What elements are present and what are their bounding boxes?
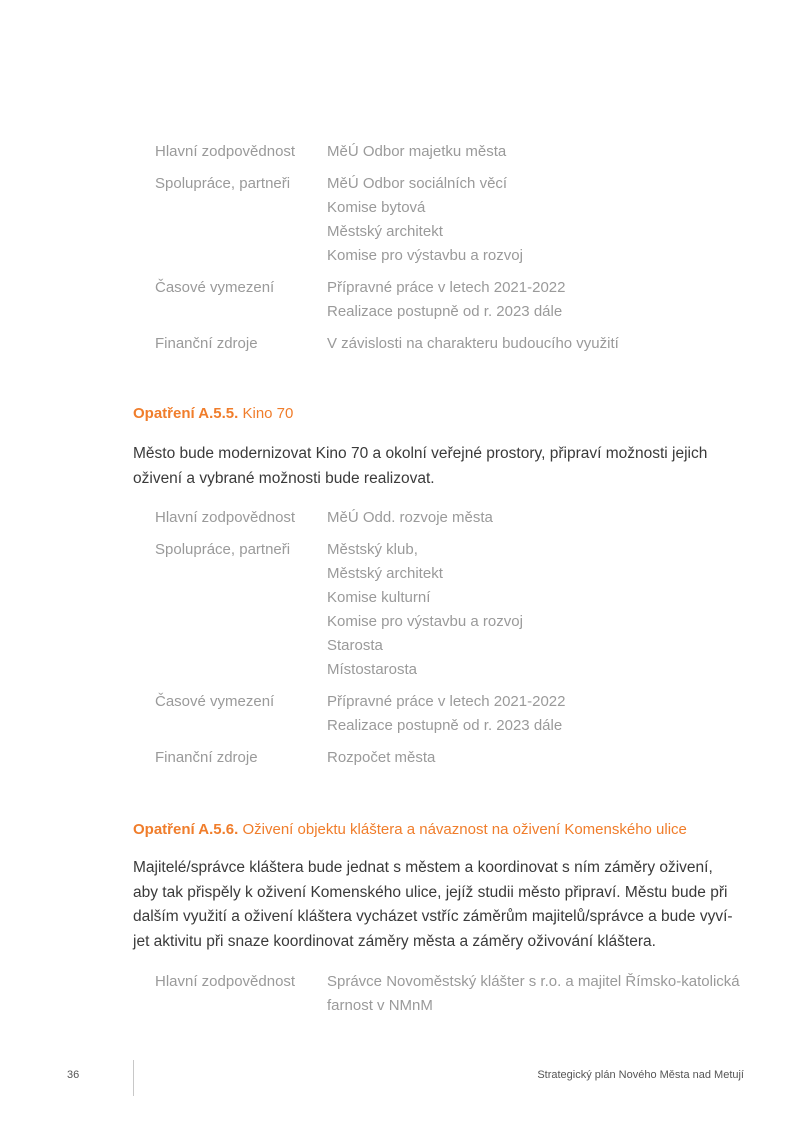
responsibility-table bbox=[155, 140, 755, 364]
row-label: Spolupráce, partneři bbox=[155, 175, 291, 192]
row-values bbox=[327, 332, 755, 356]
row-values bbox=[327, 506, 755, 530]
paragraph-line: aby tak přispěly k oživení Komenského ulice, jejíž studii město připraví. Městu bude při bbox=[133, 883, 728, 901]
row-label: Časové vymezení bbox=[155, 279, 275, 296]
row-label: Spolupráce, partneři bbox=[155, 541, 291, 558]
row-value: Komise bytová bbox=[327, 199, 426, 216]
row-value: Městský klub, bbox=[327, 541, 418, 558]
paragraph-line: Majitelé/správce kláštera bude jednat s městem a koordinovat s ním záměry oživení, bbox=[133, 859, 713, 876]
table-row bbox=[155, 332, 755, 356]
measure-title: Oživení objektu kláštera a návaznost na oživení Komenského ulice bbox=[242, 821, 687, 838]
row-values bbox=[327, 538, 755, 682]
row-value: MěÚ Odd. rozvoje města bbox=[327, 509, 493, 526]
row-value: Rozpočet města bbox=[327, 749, 436, 766]
row-label: Finanční zdroje bbox=[155, 335, 258, 352]
row-label: Hlavní zodpovědnost bbox=[155, 143, 296, 160]
row-value: Přípravné práce v letech 2021-2022 bbox=[327, 693, 566, 710]
row-value: Starosta bbox=[327, 637, 383, 654]
table-row bbox=[155, 276, 755, 324]
row-value: Komise pro výstavbu a rozvoj bbox=[327, 247, 523, 264]
row-value: Realizace postupně od r. 2023 dále bbox=[327, 717, 563, 734]
row-value: MěÚ Odbor majetku města bbox=[327, 143, 507, 160]
footer-document-title: Strategický plán Nového Města nad Metují bbox=[537, 1069, 744, 1081]
row-label: Finanční zdroje bbox=[155, 749, 258, 766]
table-row bbox=[155, 140, 755, 164]
table-row bbox=[155, 746, 755, 770]
paragraph-line: Město bude modernizovat Kino 70 a okolní veřejné prostory, připraví možnosti jejich bbox=[133, 445, 708, 462]
measure-number: Opatření A.5.6. bbox=[133, 821, 239, 838]
row-label: Hlavní zodpovědnost bbox=[155, 509, 296, 526]
row-value: Přípravné práce v letech 2021-2022 bbox=[327, 279, 566, 296]
row-values bbox=[327, 970, 755, 1018]
table-row bbox=[155, 172, 755, 268]
row-value: V závislosti na charakteru budoucího využití bbox=[327, 335, 619, 352]
row-value: Komise pro výstavbu a rozvoj bbox=[327, 613, 523, 630]
row-value: MěÚ Odbor sociálních věcí bbox=[327, 175, 508, 192]
row-values bbox=[327, 690, 755, 738]
table-row bbox=[155, 506, 755, 530]
row-label: Časové vymezení bbox=[155, 693, 275, 710]
row-value: Realizace postupně od r. 2023 dále bbox=[327, 303, 563, 320]
responsibility-table bbox=[155, 970, 755, 1026]
measure-description bbox=[133, 856, 743, 954]
row-value: Správce Novoměstský klášter s r.o. a majitel Římsko-katolická bbox=[327, 973, 740, 990]
table-row bbox=[155, 690, 755, 738]
row-value: Místostarosta bbox=[327, 661, 418, 678]
row-values bbox=[327, 140, 755, 164]
row-label: Hlavní zodpovědnost bbox=[155, 973, 296, 990]
footer-divider bbox=[133, 1060, 134, 1096]
responsibility-table bbox=[155, 506, 755, 778]
paragraph-line: jet aktivitu při snaze koordinovat záměry města a záměry oživování kláštera. bbox=[133, 932, 656, 950]
row-values bbox=[327, 276, 755, 324]
row-value: Městský architekt bbox=[327, 223, 443, 240]
measure-heading bbox=[133, 404, 293, 424]
measure-description bbox=[133, 442, 743, 491]
row-value: Komise kulturní bbox=[327, 589, 431, 606]
row-value: farnost v NMnM bbox=[327, 997, 433, 1014]
row-values bbox=[327, 172, 755, 268]
row-value: Městský architekt bbox=[327, 565, 443, 582]
measure-heading bbox=[133, 820, 687, 840]
paragraph-line: dalším využití a oživení kláštera vycházet vstříc záměrům majitelů/správce a bude vyví- bbox=[133, 908, 733, 925]
page-number: 36 bbox=[67, 1069, 80, 1081]
row-values bbox=[327, 746, 755, 770]
measure-number: Opatření A.5.5. bbox=[133, 405, 239, 422]
table-row bbox=[155, 538, 755, 682]
measure-title: Kino 70 bbox=[242, 405, 294, 422]
paragraph-line: oživení a vybrané možnosti bude realizovat. bbox=[133, 469, 435, 487]
table-row bbox=[155, 970, 755, 1018]
